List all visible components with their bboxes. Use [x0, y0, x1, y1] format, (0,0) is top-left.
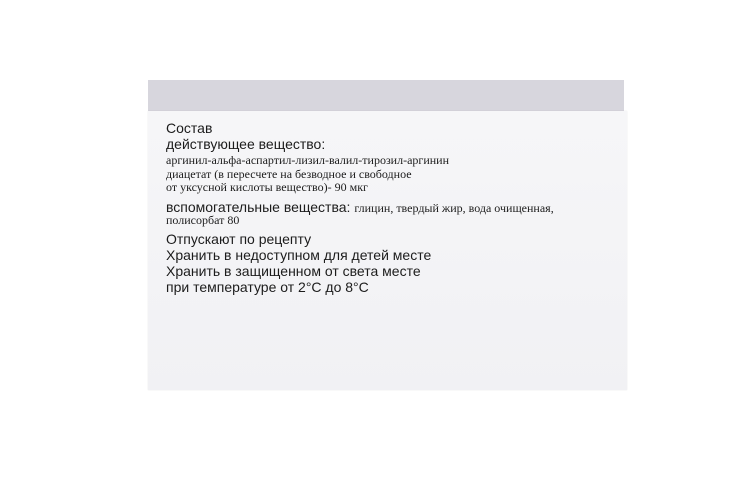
- carton-top-face: [148, 80, 624, 112]
- storage-line-temperature: при температуре от 2°С до 8°С: [166, 279, 369, 295]
- active-substance-line-2: диацетат (в пересчете на безводное и свободное: [166, 167, 412, 181]
- storage-line-light: Хранить в защищенном от света месте: [166, 263, 421, 279]
- active-substance-line-3: от уксусной кислоты вещество)- 90 мкг: [166, 180, 368, 194]
- excipients-line-2: полисорбат 80: [166, 213, 240, 227]
- active-substance-label: действующее вещество:: [166, 136, 326, 152]
- storage-line-children: Хранить в недоступном для детей месте: [166, 247, 432, 263]
- composition-heading: Состав: [166, 120, 213, 136]
- excipients-text: глицин, твердый жир, вода очищенная,: [354, 201, 554, 215]
- excipients-label: вспомогательные вещества:: [166, 199, 355, 215]
- active-substance-line-1: аргинил-альфа-аспартил-лизил-валил-тирозил-аргинин: [166, 153, 450, 167]
- carton-front-face: [148, 111, 627, 390]
- storage-line-prescription: Отпускают по рецепту: [166, 231, 312, 247]
